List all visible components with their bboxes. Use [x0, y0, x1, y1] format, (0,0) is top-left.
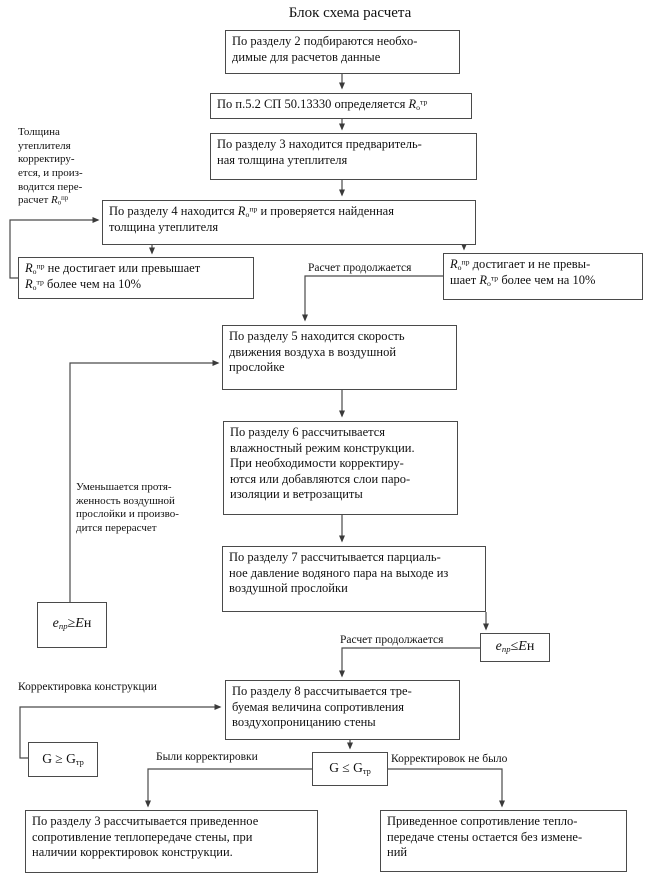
box-section2-input-data: По разделу 2 подбираются необхо- димые для расчетов данные	[225, 30, 460, 74]
arrow-ok-b5	[305, 276, 443, 320]
box-e-le-en: $e_{пр}\le Eн$	[480, 633, 550, 662]
box-section8-air-permeability: По разделу 8 рассчитывается тре- буемая величина сопротивления воздухопроницанию стены	[225, 680, 460, 740]
arrow-ele-b8	[342, 648, 480, 676]
label-construction-correction: Корректировка конструкции	[18, 681, 157, 693]
label-calc-continues-bottom: Расчет продолжается	[340, 634, 444, 646]
box-ro-not-reached: $R_о^{пр}$ не достигает или превышает $R_о^{тр}$ более чем на 10%	[18, 257, 254, 299]
label-calc-continues-top: Расчет продолжается	[308, 262, 412, 274]
box-section3-reduced-resistance: По разделу 3 рассчитывается приведенное сопротивление теплопередаче стены, при наличии корректировок конструкции.	[25, 810, 318, 873]
box-section4-check-thickness: По разделу 4 находится $R_о^{пр}$ и проверяется найденная толщина утеплителя	[102, 200, 476, 245]
box-resistance-unchanged: Приведенное сопротивление тепло- передаче стены остается без измене- ний	[380, 810, 627, 872]
label-had-corrections: Были корректировки	[156, 751, 258, 763]
box-section3-preliminary-thickness: По разделу 3 находится предваритель- ная толщина утеплителя	[210, 133, 477, 180]
box-section5-air-velocity: По разделу 5 находится скорость движения воздуха в воздушной прослойке	[222, 325, 457, 390]
note-reduce-air-gap: Уменьшается протя- женность воздушной прослойки и произво- дится перерасчет	[76, 481, 179, 534]
box-ro-reached: $R_о^{пр}$ достигает и не превы- шает $R_о^{тр}$ более чем на 10%	[443, 253, 643, 300]
box-section6-moisture-regime: По разделу 6 рассчитывается влажностный режим конструкции. При необходимости корректиру- ются или добавляются слои паро- изоляции и ветрозащиты	[223, 421, 458, 515]
arrow-gle-left-final	[148, 769, 312, 806]
box-sp50-ro-required: По п.5.2 СП 50.13330 определяется $R_о^{тр}$	[210, 93, 472, 119]
arrow-gle-right-final	[388, 769, 502, 806]
box-g-ge-gtr: $G \ge G_{тр}$	[28, 742, 98, 777]
label-no-corrections: Корректировок не было	[391, 753, 508, 765]
box-g-le-gtr: $G \le G_{тр}$	[312, 752, 388, 786]
page-title: Блок схема расчета	[288, 5, 412, 21]
box-section7-partial-pressure: По разделу 7 рассчитывается парциаль- ное давление водяного пара на выходе из воздушной прослойки	[222, 546, 486, 612]
box-e-ge-en: $e_{пр}\ge Eн$	[37, 602, 107, 648]
note-thickness-correction: Толщина утеплителя корректиру- ется, и произ- водится пере- расчет $R_о^{пр}$	[18, 126, 83, 207]
